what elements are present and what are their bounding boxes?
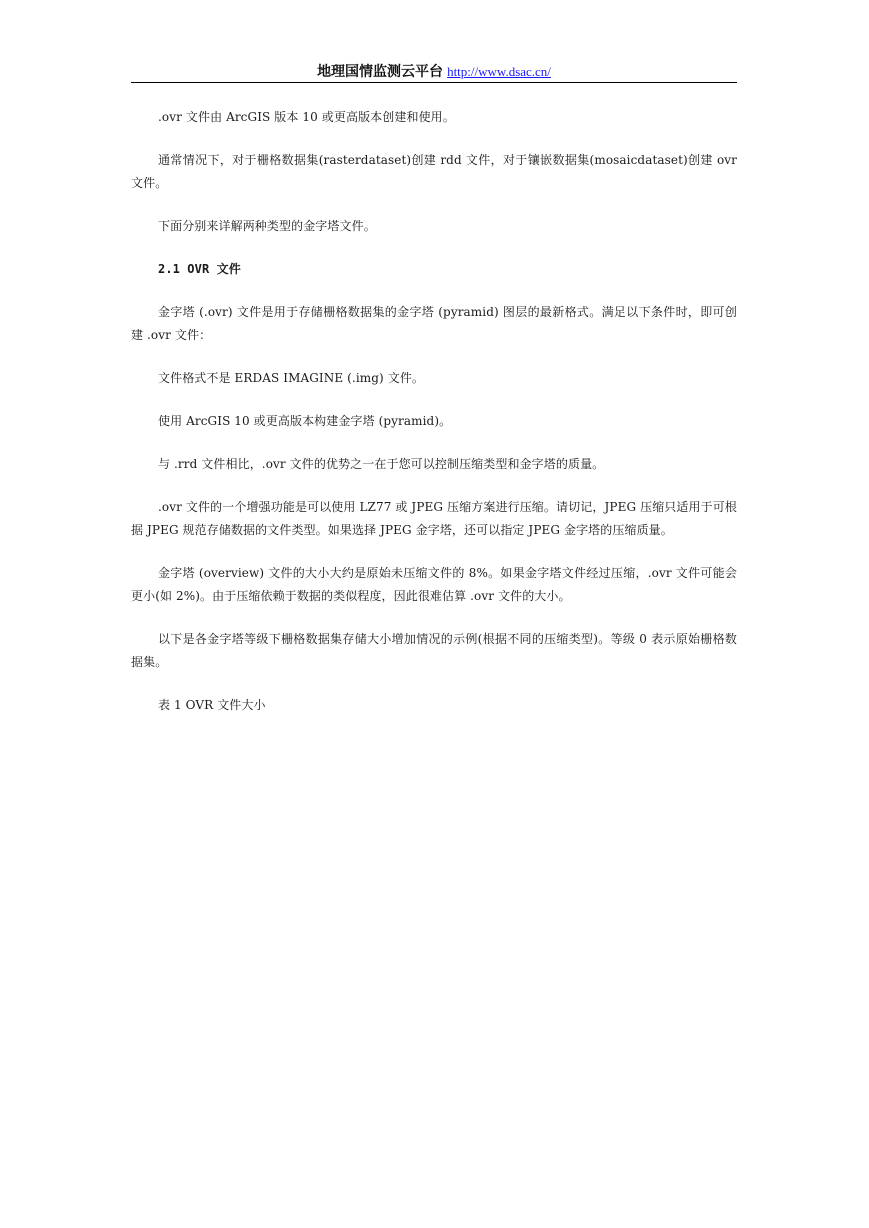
document-body bbox=[131, 106, 737, 737]
paragraph: 金字塔 (.ovr) 文件是用于存储栅格数据集的金字塔 (pyramid) 图层的最新格式。满足以下条件时，即可创建 .ovr 文件： bbox=[131, 305, 737, 342]
paragraph: 金字塔 (overview) 文件的大小大约是原始未压缩文件的 8%。如果金字塔文件经过压缩，.ovr 文件可能会更小(如 2%)。由于压缩依赖于数据的类似程度，因此很难估算 .ovr 文件的大小。 bbox=[131, 566, 737, 603]
paragraph: 文件格式不是 ERDAS IMAGINE (.img) 文件。 bbox=[158, 371, 425, 385]
section-heading: 2.1 OVR 文件 bbox=[158, 262, 241, 276]
site-url-link[interactable]: http://www.dsac.cn/ bbox=[447, 64, 551, 79]
site-name: 地理国情监测云平台 bbox=[317, 64, 444, 80]
paragraph: 使用 ArcGIS 10 或更高版本构建金字塔 (pyramid)。 bbox=[158, 414, 452, 428]
paragraph: 通常情况下，对于栅格数据集(rasterdataset)创建 rdd 文件，对于镶嵌数据集(mosaicdataset)创建 ovr 文件。 bbox=[131, 153, 737, 190]
paragraph: .ovr 文件的一个增强功能是可以使用 LZ77 或 JPEG 压缩方案进行压缩。请切记，JPEG 压缩只适用于可根据 JPEG 规范存储数据的文件类型。如果选择 JPEG 金字塔，还可以指定 JPEG 金字塔的压缩质量。 bbox=[131, 500, 737, 537]
table-caption: 表 1 OVR 文件大小 bbox=[158, 698, 266, 712]
paragraph: .ovr 文件由 ArcGIS 版本 10 或更高版本创建和使用。 bbox=[158, 110, 455, 124]
paragraph: 下面分别来详解两种类型的金字塔文件。 bbox=[158, 219, 376, 233]
paragraph: 以下是各金字塔等级下栅格数据集存储大小增加情况的示例(根据不同的压缩类型)。等级 0 表示原始栅格数据集。 bbox=[131, 632, 737, 669]
page-header bbox=[131, 62, 737, 83]
paragraph: 与 .rrd 文件相比，.ovr 文件的优势之一在于您可以控制压缩类型和金字塔的质量。 bbox=[158, 457, 605, 471]
